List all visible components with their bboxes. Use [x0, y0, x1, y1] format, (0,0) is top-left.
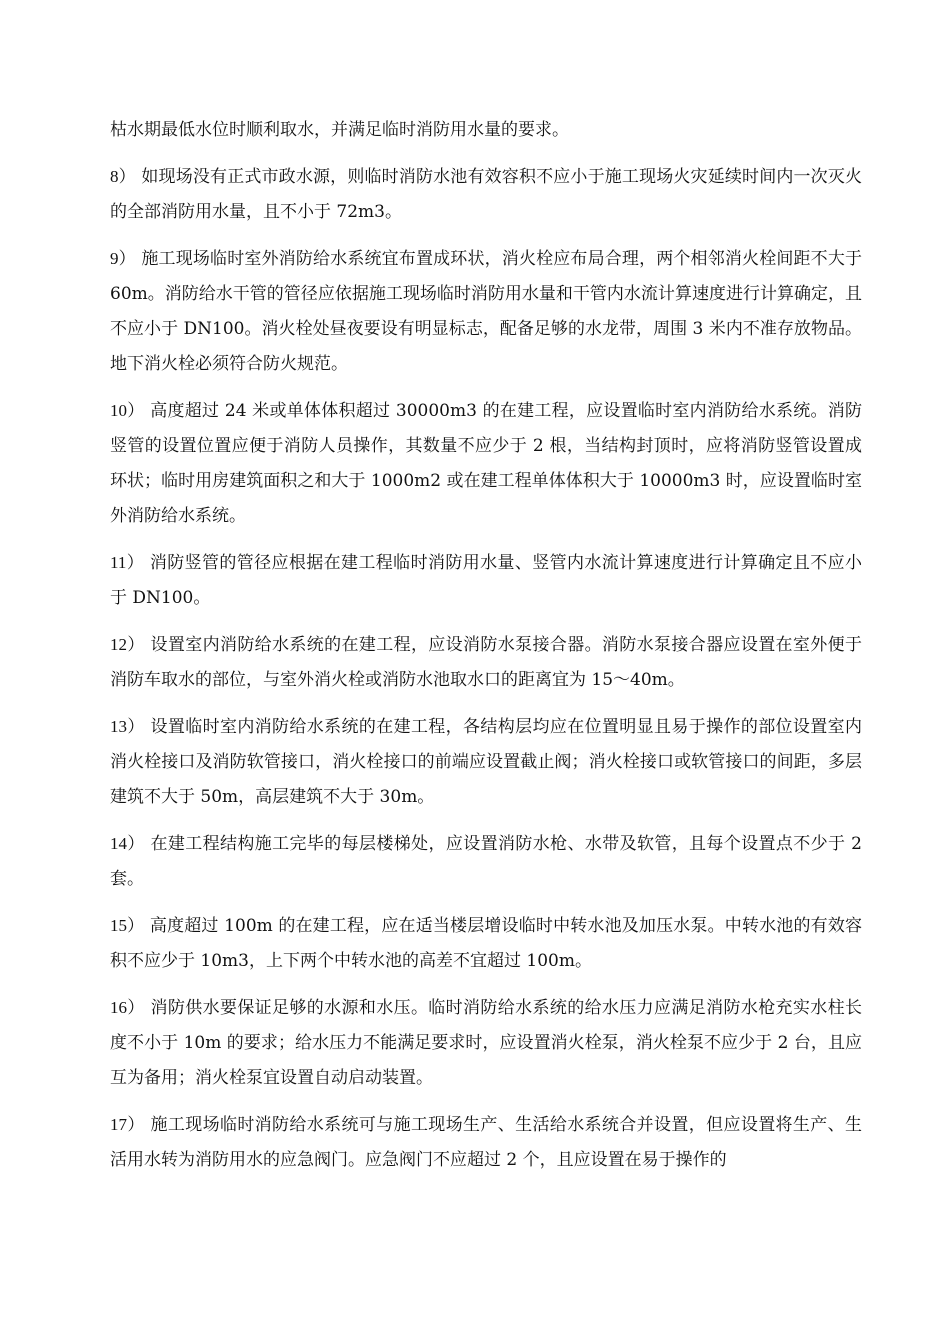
paragraph-text: 高度超过 100m 的在建工程，应在适当楼层增设临时中转水池及加压水泵。中转水池的有效容积不应少于 10m3，上下两个中转水池的高差不宜超过 100m。	[110, 916, 862, 971]
paragraph-item-8	[110, 159, 862, 230]
paragraph-item-12	[110, 627, 862, 698]
paragraph-number: 16）	[110, 998, 145, 1017]
paragraph-item-14	[110, 826, 862, 897]
paragraph-text: 高度超过 24 米或单体体积超过 30000m3 的在建工程，应设置临时室内消防给水系统。消防竖管的设置位置应便于消防人员操作，其数量不应少于 2 根，当结构封顶时，应将消防竖管设置成环状；临时用房建筑面积之和大于 1000m2 或在建工程单体体积大于 10000m3 时，应设置临时室外消防给水系统。	[110, 401, 863, 526]
paragraph-number: 9）	[110, 249, 136, 268]
paragraph-number: 15）	[110, 916, 145, 935]
paragraph-text: 设置室内消防给水系统的在建工程，应设消防水泵接合器。消防水泵接合器应设置在室外便于消防车取水的部位，与室外消火栓或消防水池取水口的距离宜为 15～40m。	[110, 635, 863, 690]
paragraph-item-15	[110, 908, 862, 979]
paragraph-text: 施工现场临时室外消防给水系统宜布置成环状，消火栓应布局合理，两个相邻消火栓间距不大于 60m。消防给水干管的管径应依据施工现场临时消防用水量和干管内水流计算速度进行计算确定，且不应小于 DN100。消火栓处昼夜要设有明显标志，配备足够的水龙带，周围 3 米内不准存放物品。地下消火栓必须符合防火规范。	[110, 249, 863, 374]
paragraph-text: 在建工程结构施工完毕的每层楼梯处，应设置消防水枪、水带及软管，且每个设置点不少于 2 套。	[110, 834, 863, 889]
paragraph-text: 如现场没有正式市政水源，则临时消防水池有效容积不应小于施工现场火灾延续时间内一次灭火的全部消防用水量，且不小于 72m3。	[110, 167, 863, 222]
paragraph-text: 枯水期最低水位时顺利取水，并满足临时消防用水量的要求。	[110, 120, 569, 140]
paragraph-number: 8）	[110, 167, 136, 186]
paragraph-text: 施工现场临时消防给水系统可与施工现场生产、生活给水系统合并设置，但应设置将生产、生活用水转为消防用水的应急阀门。应急阀门不应超过 2 个，且应设置在易于操作的	[110, 1115, 863, 1170]
document-body	[110, 113, 862, 1189]
paragraph-item-10	[110, 393, 862, 534]
paragraph-item-11	[110, 545, 862, 616]
paragraph-number: 12）	[110, 635, 145, 654]
paragraph-text: 消防供水要保证足够的水源和水压。临时消防给水系统的给水压力应满足消防水枪充实水柱长度不小于 10m 的要求；给水压力不能满足要求时，应设置消火栓泵，消火栓泵不应少于 2 台，且应互为备用；消火栓泵宜设置自动启动装置。	[110, 998, 863, 1088]
paragraph-number: 10）	[110, 401, 145, 420]
paragraph-item-16	[110, 990, 862, 1096]
paragraph-item-17	[110, 1107, 862, 1178]
paragraph-number: 17）	[110, 1115, 145, 1134]
paragraph-text: 设置临时室内消防给水系统的在建工程，各结构层均应在位置明显且易于操作的部位设置室内消火栓接口及消防软管接口，消火栓接口的前端应设置截止阀；消火栓接口或软管接口的间距，多层建筑不大于 50m，高层建筑不大于 30m。	[110, 717, 863, 807]
paragraph-continuation	[110, 113, 862, 148]
paragraph-number: 13）	[110, 717, 145, 736]
paragraph-number: 14）	[110, 834, 145, 853]
paragraph-text: 消防竖管的管径应根据在建工程临时消防用水量、竖管内水流计算速度进行计算确定且不应小于 DN100。	[110, 553, 862, 608]
paragraph-item-13	[110, 709, 862, 815]
paragraph-item-9	[110, 241, 862, 382]
paragraph-number: 11）	[110, 553, 145, 572]
